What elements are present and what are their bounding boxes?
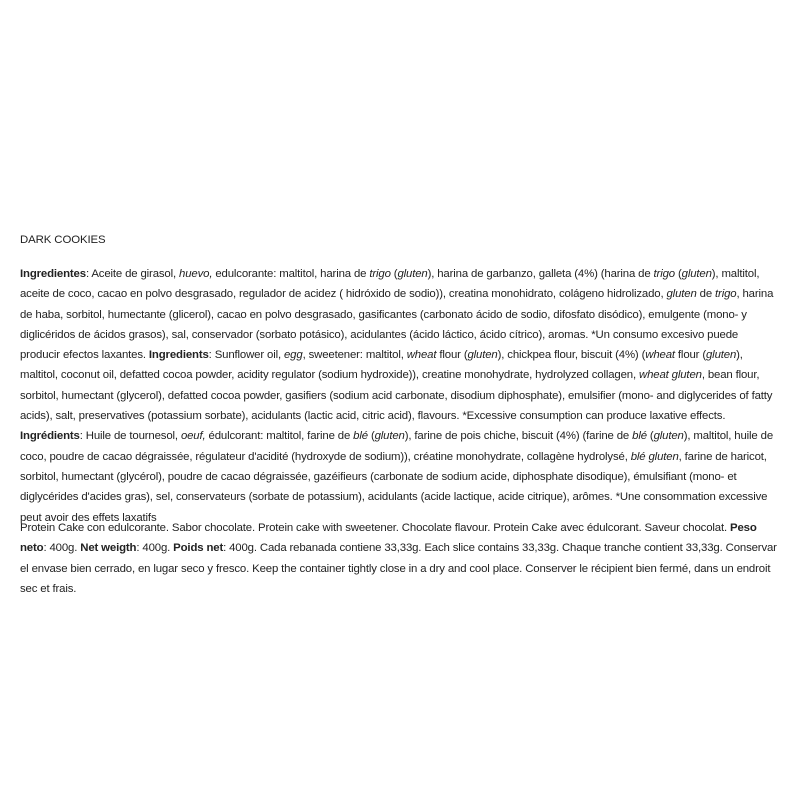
allergen-text: trigo	[715, 288, 737, 301]
allergen-text: trigo	[369, 268, 391, 280]
allergen-text: gluten	[681, 268, 712, 280]
allergen-text: wheat gluten	[639, 369, 702, 382]
ingredients-fr-label: Ingrédients	[20, 430, 80, 443]
text-run: : 400g.	[43, 542, 81, 555]
text-run: (	[367, 430, 375, 443]
net-weight-fr-label: Poids net	[173, 542, 224, 555]
ingredients-en-label: Ingredients	[148, 349, 209, 362]
allergen-text: trigo	[653, 268, 675, 280]
text-run: flour (	[436, 349, 468, 362]
allergen-text: gluten	[653, 430, 684, 443]
text-run: , bean flour, sorbitol, humectant (glycerol), defatted cocoa powder, gasifiers (sodium acid carbonate, disodium diphosphate), emulsifier (mono- and diglycerides of fatty acids), salt, preservatives (potassium sorbate), acidulants (lactic acid, citric acid), flavours. *Excessive consumption can produce laxative effects.	[20, 369, 773, 423]
ingredients-paragraph	[20, 264, 780, 528]
allergen-text: gluten	[397, 268, 428, 280]
text-run: ), chickpea flour, biscuit (4%) (	[497, 349, 646, 362]
text-run: flour (	[674, 349, 706, 362]
allergen-text: egg	[284, 349, 303, 362]
net-weight-en-label: Net weigth	[80, 542, 137, 555]
text-run: édulcorant: maltitol, farine de	[205, 430, 354, 443]
text-run: : 400g.	[136, 542, 174, 555]
allergen-text: gluten	[467, 349, 498, 362]
text-run: (	[674, 268, 682, 280]
text-run: (	[390, 268, 398, 280]
allergen-text: gluten	[666, 288, 697, 301]
allergen-text: oeuf,	[180, 430, 206, 443]
text-run: edulcorante: maltitol, harina de	[212, 268, 370, 280]
text-run: ), maltitol, coconut oil, defatted cocoa powder, acidity regulator (sodium hydroxide)), creatine monohydrate, hydrolyzed collagen,	[20, 349, 743, 382]
allergen-text: wheat	[406, 349, 437, 362]
text-run: : 400g. Cada rebanada contiene 33,33g. Each slice contains 33,33g. Chaque tranche contient 33,33g. Conservar el envase bien cerrado, en lugar seco y fresco. Keep the container tightly close in a dry and cool place. Conserver le récipient bien fermé, dans un endroit sec et frais.	[20, 542, 777, 595]
allergen-text: huevo,	[179, 268, 213, 280]
allergen-text: blé	[353, 430, 368, 443]
text-run: , farine de haricot, sorbitol, humectant (glycérol), poudre de cacao dégraissée, gazéifieurs (carbonate de sodium acide, diphosphate disodique), émulsifiant (mono- et diglycérides d'acides gras), sel, conservateurs (sorbate de potassium), acidulants (acide lactique, acide citrique), arômes. *Une consommation excessive peut avoir des effets laxatifs	[20, 450, 768, 524]
text-run: , harina de haba, sorbitol, humectante (glicerol), cacao en polvo desgrasado, gasificantes (carbonato ácido de sodio, difosfato disódico), emulgente (mono- y diglicéridos de ácidos grasos), sal, conservador (sorbato potásico), acidulantes (ácido láctico, ácido cítrico), aromas. *Un consumo excesivo puede producir efectos laxantes.	[20, 288, 774, 362]
text-run: : Sunflower oil,	[208, 349, 284, 362]
allergen-text: blé gluten	[630, 450, 679, 463]
product-title: DARK COOKIES	[20, 234, 106, 246]
allergen-text: wheat	[645, 349, 675, 362]
text-run: ), maltitol, aceite de coco, cacao en polvo desgrasado, regulador de acidez ( hidróxido de sodio)), creatina monohidrato, colágeno hidrolizado,	[20, 268, 760, 301]
allergen-text: gluten	[374, 430, 405, 443]
text-run: : Aceite de girasol,	[85, 268, 180, 280]
text-run: ), maltitol, huile de coco, poudre de cacao dégraissée, régulateur d'acidité (hydroxyde de sodium)), créatine monohydrate, collagène hydrolysé,	[20, 430, 774, 463]
text-run: ), harina de garbanzo, galleta (4%) (harina de	[427, 268, 654, 280]
ingredients-es-label: Ingredientes	[20, 268, 86, 280]
net-weight-es-label: Peso neto	[20, 522, 757, 555]
allergen-text: gluten	[706, 349, 737, 362]
allergen-text: blé	[632, 430, 647, 443]
description-paragraph	[20, 518, 780, 599]
text-run: (	[646, 430, 654, 443]
text-run: de	[696, 288, 716, 301]
text-run: : Huile de tournesol,	[79, 430, 181, 443]
text-run: ), farine de pois chiche, biscuit (4%) (farine de	[404, 430, 633, 443]
text-run: Protein Cake con edulcorante. Sabor chocolate. Protein cake with sweetener. Chocolate flavour. Protein Cake avec édulcorant. Saveur chocolat.	[20, 522, 731, 534]
text-run: , sweetener: maltitol,	[302, 349, 407, 362]
